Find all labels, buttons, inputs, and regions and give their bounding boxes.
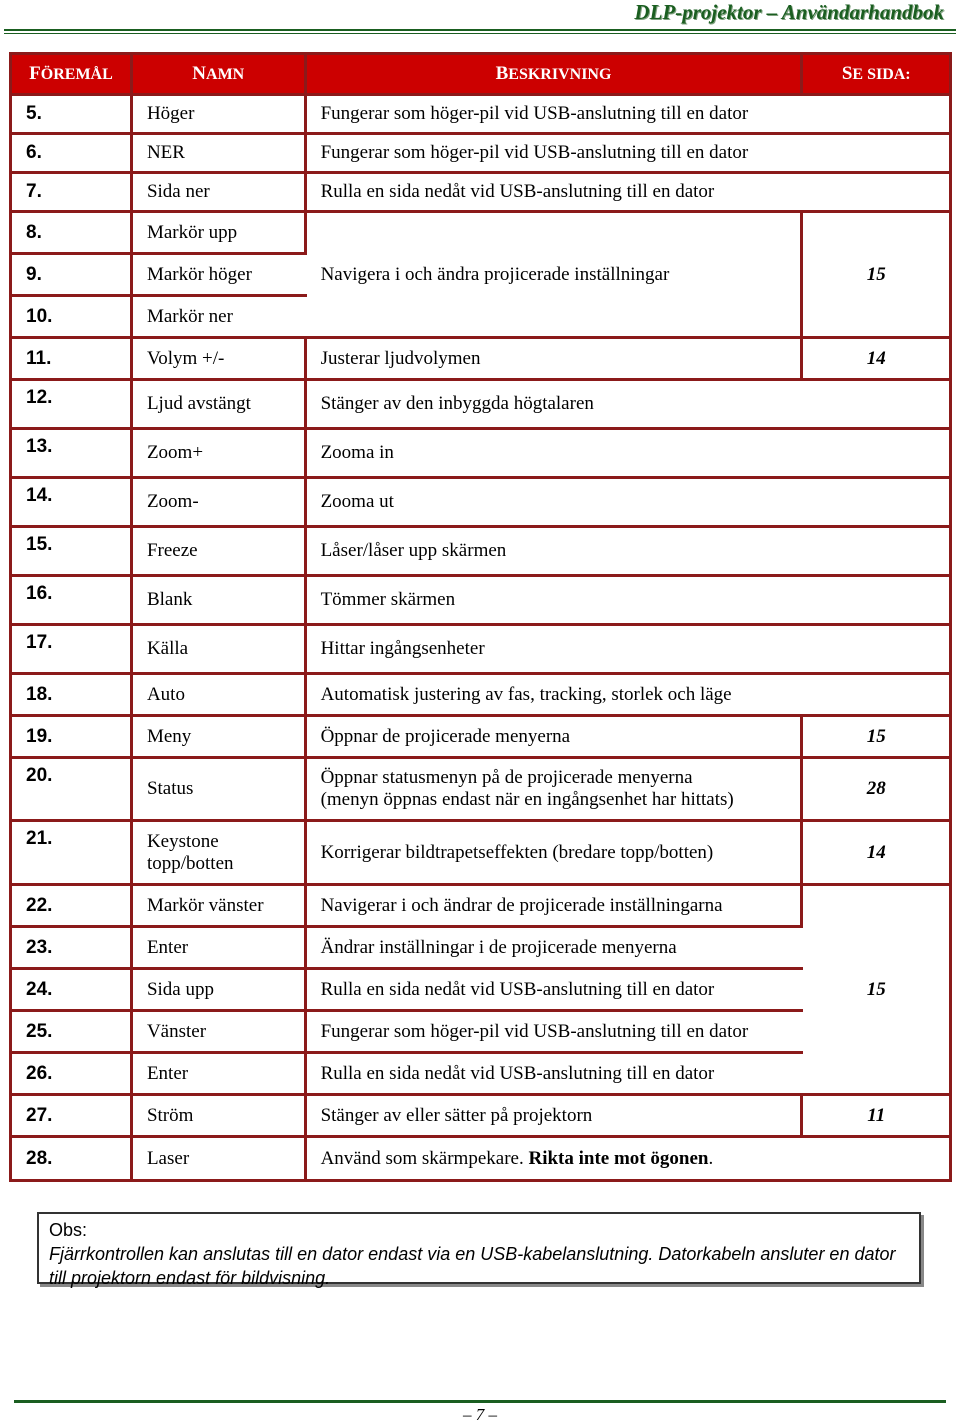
item-number: 28.	[12, 1138, 133, 1179]
table-row	[12, 381, 949, 430]
item-number: 9.	[12, 255, 133, 297]
item-description: Justerar ljudvolymen	[307, 339, 804, 381]
column-header-page: SE SIDA:	[803, 55, 949, 96]
item-name: Meny	[133, 717, 307, 759]
item-number: 24.	[12, 970, 133, 1012]
table-row	[12, 886, 949, 928]
item-description: Fungerar som höger-pil vid USB-anslutning till en dator	[307, 135, 949, 174]
item-number: 15.	[12, 528, 133, 577]
item-description: Stänger av eller sätter på projektorn	[307, 1096, 804, 1138]
item-description: Rulla en sida nedåt vid USB-anslutning till en dator	[307, 970, 804, 1012]
item-name: Blank	[133, 577, 307, 626]
item-name: Markör vänster	[133, 886, 307, 928]
column-header-item: FÖREMÅL	[12, 55, 133, 96]
header-rule-thin	[4, 33, 956, 34]
table-row	[12, 96, 949, 135]
item-name: Volym +/-	[133, 339, 307, 381]
item-name: Enter	[133, 928, 307, 970]
page-reference: 15	[803, 886, 949, 1096]
item-description: Öppnar de projicerade menyerna	[307, 717, 804, 759]
item-description: Automatisk justering av fas, tracking, storlek och läge	[307, 675, 949, 717]
table-row	[12, 1138, 949, 1179]
item-description: Använd som skärmpekare. Rikta inte mot ögonen.	[320, 1147, 714, 1169]
item-name: Enter	[133, 1054, 307, 1096]
item-number: 14.	[12, 479, 133, 528]
item-number: 26.	[12, 1054, 133, 1096]
page-reference: 15	[803, 213, 949, 339]
item-name: Sida ner	[133, 174, 307, 213]
note-title: Obs:	[49, 1220, 88, 1240]
header-rule	[4, 29, 956, 31]
table-row	[12, 717, 949, 759]
warning-text: Rikta inte mot ögonen	[528, 1147, 709, 1169]
item-number: 13.	[12, 430, 133, 479]
item-description-line: Öppnar statusmenyn på de projicerade menyerna	[320, 767, 693, 788]
item-description: Navigera i och ändra projicerade inställningar	[307, 213, 804, 339]
item-description: Fungerar som höger-pil vid USB-anslutning till en dator	[307, 1012, 804, 1054]
document-title: DLP-projektor – Användarhandbok	[634, 0, 944, 24]
item-number: 7.	[12, 174, 133, 213]
item-name: Zoom+	[133, 430, 307, 479]
item-name: NER	[133, 135, 307, 174]
item-number: 12.	[12, 381, 133, 430]
column-header-name: NAMN	[133, 55, 307, 96]
item-description: Hittar ingångsenheter	[307, 626, 949, 675]
item-name: Markör höger	[133, 255, 307, 297]
item-number: 17.	[12, 626, 133, 675]
table-row	[12, 822, 949, 886]
item-name: Auto	[133, 675, 307, 717]
item-number: 20.	[12, 759, 133, 822]
table-row	[12, 528, 949, 577]
table-row	[12, 213, 949, 255]
item-number: 11.	[12, 339, 133, 381]
page-reference: 11	[803, 1096, 949, 1138]
column-header-description: BESKRIVNING	[307, 55, 804, 96]
table-row	[12, 577, 949, 626]
item-name-line: topp/botten	[146, 852, 234, 874]
item-description: Fungerar som höger-pil vid USB-anslutning till en dator	[307, 96, 949, 135]
item-name: Källa	[133, 626, 307, 675]
item-description: Stänger av den inbyggda högtalaren	[307, 381, 949, 430]
table-header-row	[12, 55, 949, 96]
table-row	[12, 339, 949, 381]
item-description: Rulla en sida nedåt vid USB-anslutning till en dator	[307, 174, 949, 213]
item-name: Zoom-	[133, 479, 307, 528]
table-row	[12, 626, 949, 675]
item-description: Zooma in	[307, 430, 949, 479]
item-number: 19.	[12, 717, 133, 759]
item-number: 22.	[12, 886, 133, 928]
item-name: Vänster	[133, 1012, 307, 1054]
table-row	[12, 430, 949, 479]
table-row	[12, 1096, 949, 1138]
note-body: Fjärrkontrollen kan anslutas till en dator endast via en USB-kabelanslutning. Datorkabeln ansluter en dator till projektorn endast för bildvisning.	[49, 1244, 896, 1288]
item-number: 27.	[12, 1096, 133, 1138]
item-description: Tömmer skärmen	[307, 577, 949, 626]
item-name-line: Keystone	[146, 830, 219, 852]
item-description: Rulla en sida nedåt vid USB-anslutning till en dator	[307, 1054, 804, 1096]
item-description-line: (menyn öppnas endast när en ingångsenhet har hittats)	[320, 789, 734, 810]
item-description: Låser/låser upp skärmen	[307, 528, 949, 577]
page-reference: 14	[803, 822, 949, 886]
page-reference: 15	[803, 717, 949, 759]
item-name: Ström	[133, 1096, 307, 1138]
table-row	[12, 479, 949, 528]
table-row	[12, 759, 949, 822]
item-name: Markör ner	[133, 297, 307, 339]
item-name: Laser	[133, 1138, 307, 1179]
item-number: 16.	[12, 577, 133, 626]
item-number: 10.	[12, 297, 133, 339]
item-number: 18.	[12, 675, 133, 717]
item-number: 21.	[12, 822, 133, 886]
item-description: Navigerar i och ändrar de projicerade inställningarna	[307, 886, 804, 928]
note-box	[37, 1212, 921, 1288]
item-number: 5.	[12, 96, 133, 135]
item-number: 6.	[12, 135, 133, 174]
item-name: Höger	[133, 96, 307, 135]
page-reference: 14	[803, 339, 949, 381]
item-description: Ändrar inställningar i de projicerade menyerna	[307, 928, 804, 970]
item-description: Zooma ut	[307, 479, 949, 528]
table-row	[12, 135, 949, 174]
item-number: 8.	[12, 213, 133, 255]
item-number: 25.	[12, 1012, 133, 1054]
table-row	[12, 675, 949, 717]
item-name: Markör upp	[133, 213, 307, 255]
item-description: Korrigerar bildtrapetseffekten (bredare topp/botten)	[307, 822, 804, 886]
table-row	[12, 174, 949, 213]
footer-rule	[14, 1400, 946, 1403]
item-name: Ljud avstängt	[133, 381, 307, 430]
page-reference: 28	[803, 759, 949, 822]
item-name: Sida upp	[133, 970, 307, 1012]
page-number: – 7 –	[463, 1405, 497, 1424]
item-number: 23.	[12, 928, 133, 970]
remote-functions-table	[9, 52, 952, 1182]
item-name: Freeze	[133, 528, 307, 577]
item-description	[307, 759, 804, 822]
item-name	[133, 822, 307, 886]
item-name: Status	[133, 759, 307, 822]
